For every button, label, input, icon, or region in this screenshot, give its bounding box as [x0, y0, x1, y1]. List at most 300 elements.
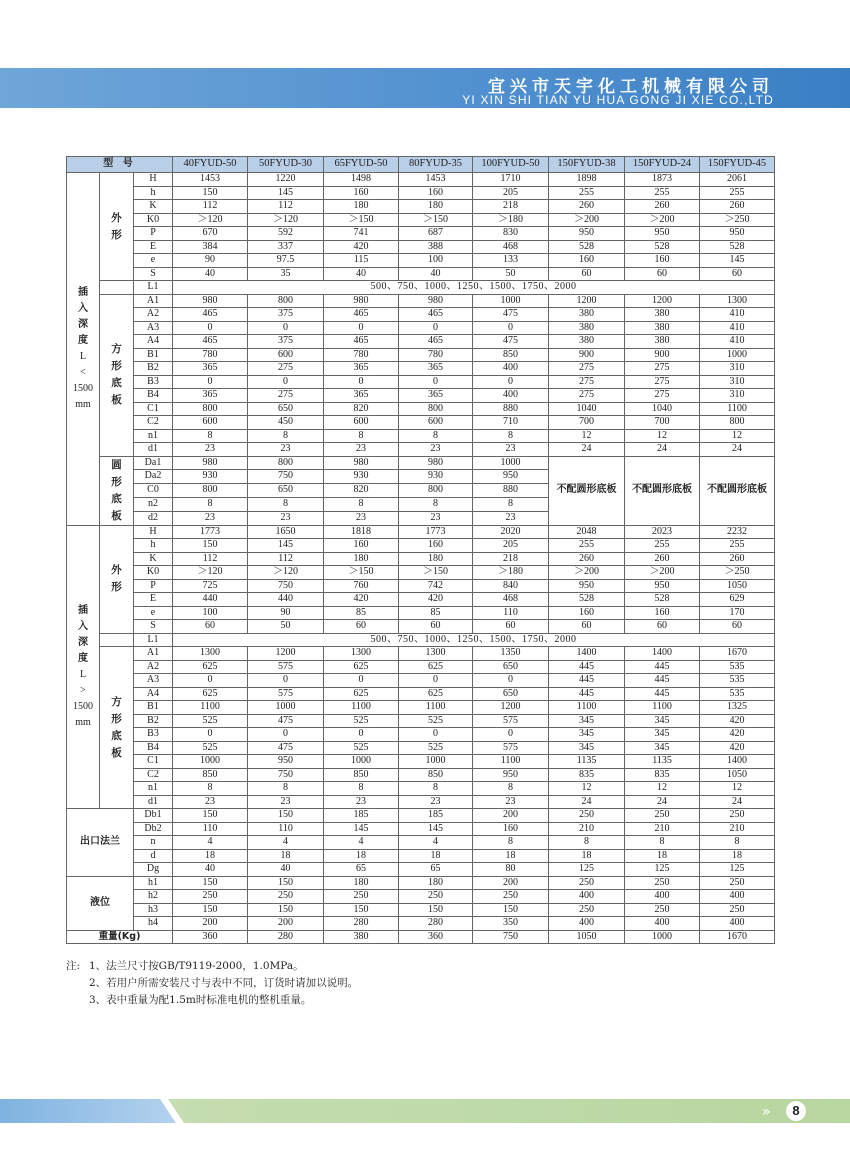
vertical-char: 底	[111, 377, 122, 389]
value-cell: ＞120	[173, 566, 248, 580]
value-cell: 150	[173, 903, 248, 917]
value-cell: 950	[473, 470, 549, 484]
group-label-level: 液位	[67, 876, 134, 930]
no-round-plate: 不配圆形底板	[625, 456, 700, 525]
table-row	[67, 186, 775, 200]
value-cell: 465	[324, 308, 399, 322]
value-cell: 260	[549, 200, 625, 214]
table-row	[67, 876, 775, 890]
row-label: K	[134, 552, 173, 566]
vertical-char: 方	[111, 695, 122, 708]
row-label: B3	[134, 375, 173, 389]
value-cell: ＞150	[399, 566, 473, 580]
row-label: E	[134, 240, 173, 254]
value-cell: 160	[625, 606, 700, 620]
vertical-char: 入	[78, 620, 88, 632]
value-cell: 750	[248, 579, 324, 593]
value-cell: 60	[700, 620, 775, 634]
value-cell: 380	[549, 321, 625, 335]
value-cell: 420	[700, 714, 775, 728]
company-name-cn: 宜兴市天宇化工机械有限公司	[488, 77, 774, 97]
value-cell: 345	[625, 741, 700, 755]
row-label: d	[134, 849, 173, 863]
value-cell: 150	[173, 809, 248, 823]
value-cell: 275	[248, 362, 324, 376]
value-cell: 850	[473, 348, 549, 362]
vertical-char: 插	[78, 604, 88, 616]
value-cell: 625	[324, 687, 399, 701]
table-row	[67, 213, 775, 227]
vertical-char: 圆	[111, 458, 122, 471]
vertical-char: L	[79, 350, 87, 362]
value-cell: 600	[248, 348, 324, 362]
value-cell: 8	[248, 429, 324, 443]
value-cell: ＞200	[549, 213, 625, 227]
group-blank	[100, 633, 134, 647]
value-cell: 780	[399, 348, 473, 362]
value-cell: 150	[248, 809, 324, 823]
value-cell: 112	[248, 200, 324, 214]
value-cell: 250	[700, 876, 775, 890]
value-cell: 180	[324, 552, 399, 566]
value-cell: 250	[625, 809, 700, 823]
group-label-square	[100, 647, 134, 809]
value-cell: 900	[549, 348, 625, 362]
value-cell: 12	[700, 782, 775, 796]
value-cell: 980	[324, 294, 399, 308]
row-label: H	[134, 525, 173, 539]
value-cell: ＞120	[173, 213, 248, 227]
value-cell: 200	[248, 917, 324, 931]
row-label: A3	[134, 674, 173, 688]
value-cell: 465	[399, 308, 473, 322]
table-row	[67, 606, 775, 620]
value-cell: 400	[625, 917, 700, 931]
value-cell: 850	[399, 768, 473, 782]
value-cell: 650	[473, 660, 549, 674]
value-cell: 445	[549, 674, 625, 688]
footer-bar-left	[0, 1099, 176, 1123]
table-row	[67, 402, 775, 416]
l1-span-values: 500、750、1000、1250、1500、1750、2000	[173, 633, 775, 647]
value-cell: 40	[399, 267, 473, 281]
value-cell: 400	[549, 917, 625, 931]
value-cell: 160	[324, 186, 399, 200]
vertical-char: 板	[111, 509, 122, 522]
value-cell: 2023	[625, 525, 700, 539]
value-cell: 40	[173, 863, 248, 877]
value-cell: 115	[324, 254, 399, 268]
value-cell: 280	[324, 917, 399, 931]
row-label: Db2	[134, 822, 173, 836]
value-cell: 1100	[625, 701, 700, 715]
value-cell: 23	[173, 511, 248, 525]
value-cell: 742	[399, 579, 473, 593]
value-cell: 12	[549, 429, 625, 443]
value-cell: 255	[625, 186, 700, 200]
vertical-char: 形	[111, 581, 122, 593]
row-label: Da2	[134, 470, 173, 484]
table-row	[67, 429, 775, 443]
model-header: 50FYUD-30	[248, 157, 324, 173]
value-cell: 835	[549, 768, 625, 782]
note-text: 2、若用户所需安装尺寸与表中不同，订货时请加以说明。	[89, 977, 359, 989]
value-cell: ＞180	[473, 566, 549, 580]
value-cell: 440	[248, 593, 324, 607]
model-header: 80FYUD-35	[399, 157, 473, 173]
value-cell: 625	[399, 660, 473, 674]
spec-table	[66, 156, 775, 944]
row-label: Dg	[134, 863, 173, 877]
value-cell: 145	[399, 822, 473, 836]
value-cell: 8	[399, 782, 473, 796]
value-cell: 60	[473, 620, 549, 634]
value-cell: 110	[248, 822, 324, 836]
vertical-char: mm	[75, 716, 91, 728]
table-row	[67, 741, 775, 755]
value-cell: 0	[324, 674, 399, 688]
value-cell: 625	[399, 687, 473, 701]
value-cell: ＞250	[700, 213, 775, 227]
vertical-char: 底	[111, 492, 122, 505]
value-cell: 930	[399, 470, 473, 484]
l1-span-values: 500、750、1000、1250、1500、1750、2000	[173, 281, 775, 295]
value-cell: 65	[399, 863, 473, 877]
value-cell: 255	[549, 539, 625, 553]
value-cell: 85	[399, 606, 473, 620]
value-cell: 0	[399, 321, 473, 335]
type-label: 型 号	[67, 157, 173, 173]
value-cell: 350	[473, 917, 549, 931]
value-cell: 410	[700, 335, 775, 349]
value-cell: 1300	[700, 294, 775, 308]
vertical-char: 形	[111, 712, 122, 725]
value-cell: 760	[324, 579, 399, 593]
value-cell: 528	[625, 240, 700, 254]
value-cell: 145	[700, 254, 775, 268]
value-cell: 700	[549, 416, 625, 430]
value-cell: ＞180	[473, 213, 549, 227]
value-cell: 160	[399, 186, 473, 200]
row-label: n	[134, 836, 173, 850]
value-cell: 60	[549, 267, 625, 281]
value-cell: 23	[473, 443, 549, 457]
row-label: h1	[134, 876, 173, 890]
weight-cell: 750	[473, 930, 549, 944]
no-round-plate: 不配圆形底板	[549, 456, 625, 525]
value-cell: 275	[625, 389, 700, 403]
row-label: n1	[134, 429, 173, 443]
value-cell: 1100	[473, 755, 549, 769]
value-cell: 475	[473, 308, 549, 322]
value-cell: 1873	[625, 173, 700, 187]
value-cell: 8	[248, 497, 324, 511]
value-cell: 475	[248, 714, 324, 728]
value-cell: 528	[700, 240, 775, 254]
value-cell: 18	[399, 849, 473, 863]
row-label: H	[134, 173, 173, 187]
value-cell: 420	[324, 240, 399, 254]
table-row	[67, 809, 775, 823]
note-text: 1、法兰尺寸按GB/T9119-2000，1.0MPa。	[89, 960, 304, 972]
value-cell: 780	[173, 348, 248, 362]
value-cell: 8	[173, 429, 248, 443]
value-cell: 800	[173, 402, 248, 416]
value-cell: 1000	[473, 456, 549, 470]
value-cell: 125	[625, 863, 700, 877]
value-cell: 112	[173, 552, 248, 566]
row-label: A2	[134, 660, 173, 674]
row-label: P	[134, 579, 173, 593]
value-cell: 625	[173, 660, 248, 674]
weight-label: 重量(Kg)	[67, 930, 173, 944]
value-cell: 90	[248, 606, 324, 620]
value-cell: 0	[324, 728, 399, 742]
value-cell: 23	[173, 443, 248, 457]
value-cell: 250	[700, 809, 775, 823]
value-cell: 800	[399, 402, 473, 416]
vertical-char: L	[79, 668, 87, 680]
value-cell: 8	[324, 497, 399, 511]
value-cell: 950	[625, 579, 700, 593]
value-cell: 150	[473, 903, 549, 917]
value-cell: 23	[399, 443, 473, 457]
value-cell: 650	[473, 687, 549, 701]
vertical-char: 形	[111, 475, 122, 488]
value-cell: 900	[625, 348, 700, 362]
value-cell: 170	[700, 606, 775, 620]
value-cell: 465	[324, 335, 399, 349]
value-cell: 528	[549, 240, 625, 254]
row-label: B4	[134, 741, 173, 755]
value-cell: 0	[473, 375, 549, 389]
value-cell: 1300	[324, 647, 399, 661]
value-cell: 930	[173, 470, 248, 484]
row-label: A4	[134, 335, 173, 349]
row-label: h	[134, 539, 173, 553]
value-cell: 310	[700, 375, 775, 389]
vertical-char: 形	[111, 360, 122, 372]
value-cell: 180	[399, 200, 473, 214]
table-row	[67, 633, 775, 647]
vertical-char: 入	[78, 302, 88, 314]
value-cell: 2020	[473, 525, 549, 539]
value-cell: 260	[700, 200, 775, 214]
value-cell: 125	[700, 863, 775, 877]
value-cell: 0	[173, 375, 248, 389]
table-row	[67, 375, 775, 389]
value-cell: 345	[549, 741, 625, 755]
value-cell: 1200	[549, 294, 625, 308]
value-cell: 525	[324, 741, 399, 755]
value-cell: 365	[399, 389, 473, 403]
value-cell: 1220	[248, 173, 324, 187]
value-cell: 410	[700, 321, 775, 335]
value-cell: 8	[399, 429, 473, 443]
value-cell: 150	[248, 903, 324, 917]
value-cell: 150	[173, 186, 248, 200]
value-cell: 750	[248, 470, 324, 484]
value-cell: 145	[324, 822, 399, 836]
value-cell: 535	[700, 660, 775, 674]
row-label: P	[134, 227, 173, 241]
note-item	[66, 992, 358, 1009]
value-cell: 380	[625, 335, 700, 349]
value-cell: 23	[399, 795, 473, 809]
row-label: K	[134, 200, 173, 214]
value-cell: 468	[473, 593, 549, 607]
value-cell: 100	[399, 254, 473, 268]
value-cell: 160	[399, 539, 473, 553]
value-cell: 980	[399, 456, 473, 470]
footer-bar-right	[168, 1099, 850, 1123]
value-cell: 50	[248, 620, 324, 634]
value-cell: 1453	[173, 173, 248, 187]
value-cell: 0	[173, 728, 248, 742]
weight-cell: 1050	[549, 930, 625, 944]
value-cell: 8	[473, 497, 549, 511]
value-cell: 835	[625, 768, 700, 782]
vertical-char: >	[80, 684, 86, 696]
value-cell: 23	[473, 511, 549, 525]
row-label: d2	[134, 511, 173, 525]
table-row	[67, 348, 775, 362]
value-cell: 18	[700, 849, 775, 863]
value-cell: 23	[248, 443, 324, 457]
value-cell: 275	[625, 375, 700, 389]
value-cell: 80	[473, 863, 549, 877]
table-row	[67, 620, 775, 634]
value-cell: 8	[324, 429, 399, 443]
table-row	[67, 443, 775, 457]
value-cell: 23	[248, 511, 324, 525]
value-cell: 8	[700, 836, 775, 850]
value-cell: 475	[473, 335, 549, 349]
group-label-flange: 出口法兰	[67, 809, 134, 877]
value-cell: 125	[549, 863, 625, 877]
value-cell: 400	[473, 362, 549, 376]
vertical-char: 底	[111, 729, 122, 742]
value-cell: 310	[700, 389, 775, 403]
value-cell: 250	[173, 890, 248, 904]
value-cell: 445	[549, 660, 625, 674]
table-row	[67, 267, 775, 281]
value-cell: 830	[473, 227, 549, 241]
value-cell: 23	[473, 795, 549, 809]
vertical-char: 度	[78, 652, 88, 664]
value-cell: ＞120	[248, 213, 324, 227]
row-label: L1	[134, 633, 173, 647]
value-cell: ＞250	[700, 566, 775, 580]
value-cell: 205	[473, 186, 549, 200]
value-cell: 40	[248, 863, 324, 877]
value-cell: 24	[549, 795, 625, 809]
value-cell: 23	[324, 443, 399, 457]
model-header-row	[67, 157, 775, 173]
model-header: 100FYUD-50	[473, 157, 549, 173]
table-row	[67, 795, 775, 809]
value-cell: 0	[399, 375, 473, 389]
value-cell: 365	[324, 389, 399, 403]
value-cell: 200	[473, 876, 549, 890]
value-cell: 145	[248, 539, 324, 553]
value-cell: 1000	[700, 348, 775, 362]
weight-cell: 360	[173, 930, 248, 944]
value-cell: 1325	[700, 701, 775, 715]
value-cell: 310	[700, 362, 775, 376]
value-cell: 600	[324, 416, 399, 430]
row-label: C1	[134, 402, 173, 416]
value-cell: 980	[324, 456, 399, 470]
value-cell: 687	[399, 227, 473, 241]
value-cell: 445	[625, 687, 700, 701]
row-label: h4	[134, 917, 173, 931]
value-cell: 180	[399, 552, 473, 566]
vertical-char: 板	[111, 746, 122, 759]
value-cell: 575	[248, 687, 324, 701]
value-cell: 0	[473, 674, 549, 688]
model-header: 150FYUD-45	[700, 157, 775, 173]
company-name-en: YI XIN SHI TIAN YU HUA GONG JI XIE CO.,LTD	[462, 93, 774, 107]
value-cell: 650	[248, 402, 324, 416]
value-cell: 160	[549, 254, 625, 268]
value-cell: 250	[324, 890, 399, 904]
value-cell: 18	[248, 849, 324, 863]
value-cell: ＞150	[324, 213, 399, 227]
table-row	[67, 240, 775, 254]
value-cell: 1200	[248, 647, 324, 661]
value-cell: ＞200	[625, 213, 700, 227]
value-cell: 750	[248, 768, 324, 782]
row-label: h	[134, 186, 173, 200]
value-cell: 600	[399, 416, 473, 430]
value-cell: 1000	[324, 755, 399, 769]
value-cell: 365	[173, 389, 248, 403]
value-cell: 250	[473, 890, 549, 904]
value-cell: 8	[399, 497, 473, 511]
value-cell: 1898	[549, 173, 625, 187]
value-cell: 180	[399, 876, 473, 890]
value-cell: 380	[549, 335, 625, 349]
table-row	[67, 552, 775, 566]
value-cell: 420	[324, 593, 399, 607]
value-cell: 40	[173, 267, 248, 281]
value-cell: 950	[473, 768, 549, 782]
value-cell: 592	[248, 227, 324, 241]
value-cell: 465	[399, 335, 473, 349]
row-label: C0	[134, 484, 173, 498]
value-cell: 145	[248, 186, 324, 200]
value-cell: 250	[625, 903, 700, 917]
value-cell: 380	[625, 308, 700, 322]
value-cell: 528	[625, 593, 700, 607]
row-label: B1	[134, 701, 173, 715]
table-row	[67, 416, 775, 430]
value-cell: 150	[173, 539, 248, 553]
value-cell: 980	[173, 294, 248, 308]
value-cell: 800	[700, 416, 775, 430]
row-label: B2	[134, 362, 173, 376]
value-cell: 337	[248, 240, 324, 254]
value-cell: 525	[324, 714, 399, 728]
value-cell: 1650	[248, 525, 324, 539]
table-row	[67, 321, 775, 335]
value-cell: 250	[549, 903, 625, 917]
value-cell: 1000	[399, 755, 473, 769]
model-header: 150FYUD-24	[625, 157, 700, 173]
value-cell: 1050	[700, 579, 775, 593]
value-cell: 1350	[473, 647, 549, 661]
